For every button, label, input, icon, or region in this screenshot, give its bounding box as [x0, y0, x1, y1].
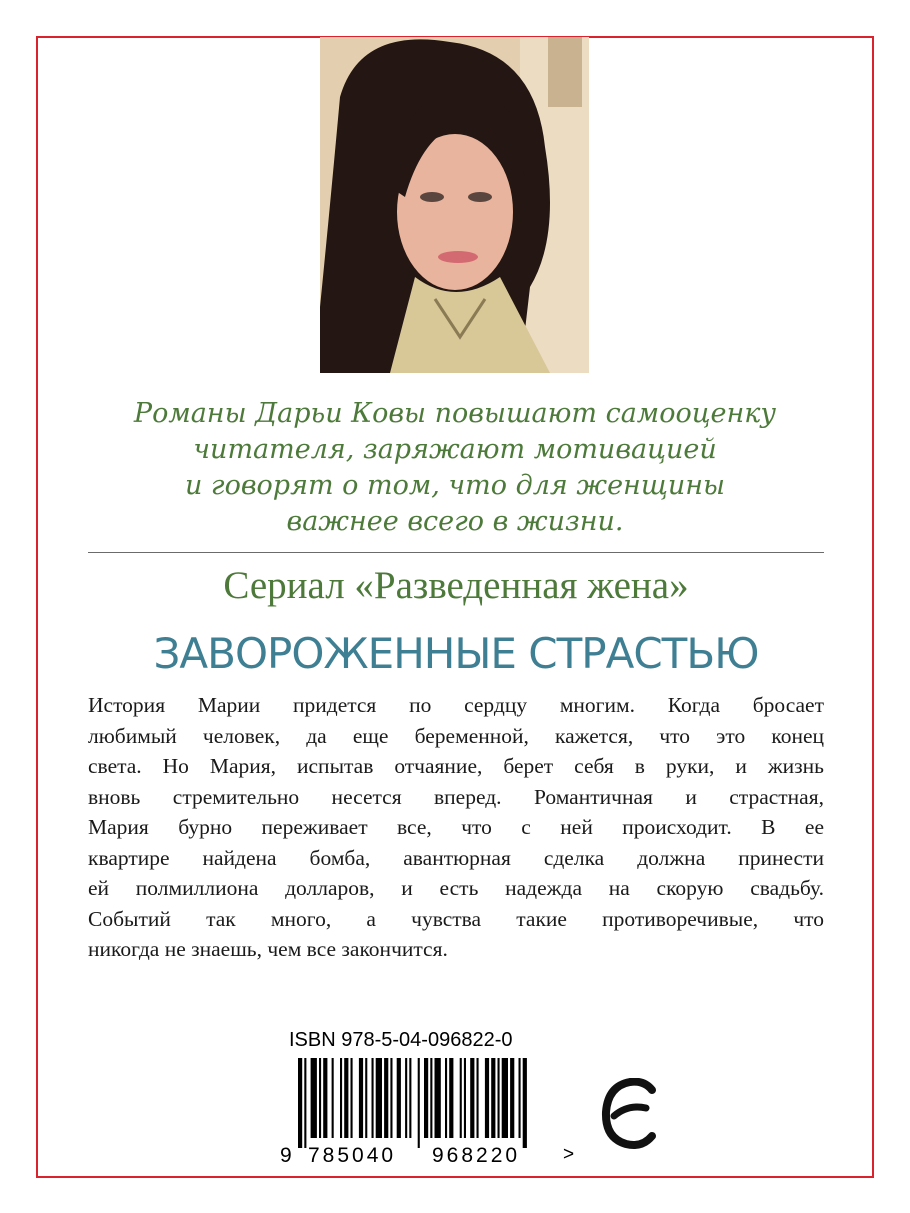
tagline-line: важнее всего в жизни.	[286, 506, 624, 537]
barcode-bar	[323, 1058, 327, 1138]
barcode-bar	[319, 1058, 321, 1138]
isbn-number: ISBN 978-5-04-096822-0	[289, 1029, 513, 1051]
author-photo	[320, 37, 589, 373]
barcode-digit-first: 9	[280, 1144, 292, 1166]
barcode-bar	[485, 1058, 489, 1138]
barcode-bar	[460, 1058, 462, 1138]
barcode-bar	[418, 1058, 420, 1148]
barcode-bar	[344, 1058, 348, 1138]
barcode-bar	[311, 1058, 317, 1138]
description-line: История Марии придется по сердцу многим. Когда бросает	[88, 693, 824, 717]
barcode-bar	[405, 1058, 407, 1138]
barcode-arrow: >	[563, 1144, 575, 1165]
barcode-bar	[449, 1058, 453, 1138]
barcode-bar	[409, 1058, 411, 1138]
divider-line	[88, 552, 824, 553]
description-line: ей полмиллиона долларов, и есть надежда на скорую свадьбу.	[88, 876, 824, 900]
description-line: Событий так много, а чувства такие противоречивые, что	[88, 906, 824, 931]
barcode-bar	[523, 1058, 527, 1148]
series-title: Сериал «Разведенная жена»	[223, 564, 689, 607]
barcode-bar	[298, 1058, 302, 1148]
description-line: вновь стремительно несется вперед. Романтичная и страстная,	[88, 784, 824, 809]
barcode-bar	[304, 1058, 306, 1148]
barcode-bar	[502, 1058, 508, 1138]
barcode-bar	[372, 1058, 374, 1138]
barcode-bar	[424, 1058, 428, 1138]
barcode-bar	[445, 1058, 447, 1138]
barcode-bar	[519, 1058, 521, 1138]
author-tagline	[100, 396, 810, 540]
tagline-line: читателя, заряжают мотивацией	[193, 434, 717, 465]
barcode-bar	[332, 1058, 334, 1138]
barcode-bar	[491, 1058, 495, 1138]
barcode-bar	[470, 1058, 474, 1138]
barcode-digits-left: 785040	[308, 1144, 397, 1166]
description-line: любимый человек, да еще беременной, кажется, что это конец	[88, 723, 824, 748]
barcode-bar	[376, 1058, 382, 1138]
barcode-bar	[351, 1058, 353, 1138]
barcode-bar	[384, 1058, 388, 1138]
book-description	[88, 690, 824, 965]
description-line: Мария бурно переживает все, что с ней происходит. В ее	[88, 815, 824, 839]
barcode-bar	[365, 1058, 367, 1138]
barcode-bar	[477, 1058, 479, 1138]
tagline-line: Романы Дарьи Ковы повышают самооценку	[133, 398, 777, 429]
barcode-bar	[498, 1058, 500, 1138]
barcode-bar	[340, 1058, 342, 1138]
eksmo-logo-icon	[600, 1078, 660, 1150]
barcode-bars	[298, 1058, 527, 1148]
description-line: квартире найдена бомба, авантюрная сделка должна принести	[88, 845, 824, 870]
barcode-digits-right: 968220	[432, 1144, 521, 1166]
description-line: света. Но Мария, испытав отчаяние, берет себя в руки, и жизнь	[88, 754, 824, 778]
barcode-bar	[390, 1058, 392, 1138]
barcode-bar	[359, 1058, 363, 1138]
tagline-line: и говорят о том, что для женщины	[184, 470, 726, 501]
barcode-bar	[397, 1058, 401, 1138]
barcode-bar	[435, 1058, 441, 1138]
barcode-bar	[510, 1058, 514, 1138]
book-title: ЗАВОРОЖЕННЫЕ СТРАСТЬЮ	[153, 629, 759, 678]
barcode-bar	[464, 1058, 466, 1138]
description-line: никогда не знаешь, чем все закончится.	[88, 937, 448, 961]
barcode	[276, 1058, 576, 1166]
barcode-bar	[430, 1058, 432, 1138]
